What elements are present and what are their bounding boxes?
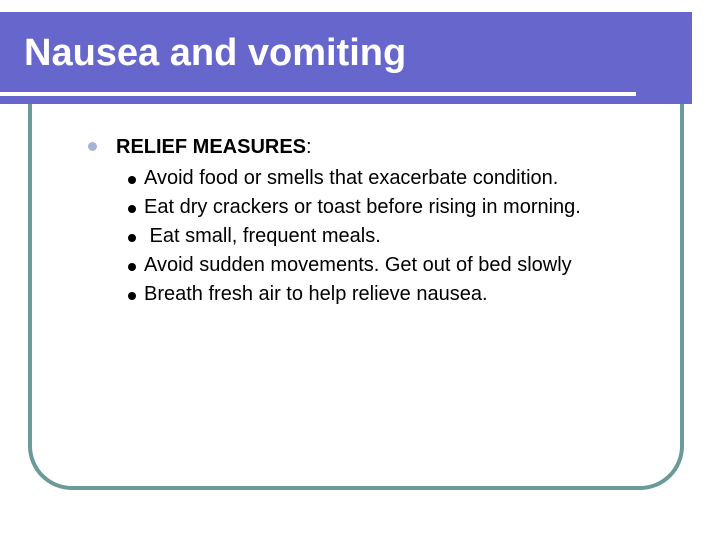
list-item-text: Breath fresh air to help relieve nausea. xyxy=(144,283,488,305)
list-item-text: Eat dry crackers or toast before rising in morning. xyxy=(144,196,581,218)
bullet-dot-icon xyxy=(128,292,136,300)
list-item-text: Avoid food or smells that exacerbate condition. xyxy=(144,167,559,189)
slide-title: Nausea and vomiting xyxy=(24,32,407,74)
bullet-dot-icon xyxy=(88,142,97,151)
bullet-dot-icon xyxy=(128,234,136,242)
bullet-dot-icon xyxy=(128,176,136,184)
main-bullet-colon: : xyxy=(306,136,312,158)
bullet-dot-icon xyxy=(128,263,136,271)
main-bullet-heading xyxy=(116,136,312,159)
list-item-text: Eat small, frequent meals. xyxy=(144,225,381,247)
bullet-dot-icon xyxy=(128,205,136,213)
title-underline xyxy=(0,92,636,96)
list-item-text: Avoid sudden movements. Get out of bed slowly xyxy=(144,254,572,276)
main-bullet-heading-text: RELIEF MEASURES xyxy=(116,136,307,158)
